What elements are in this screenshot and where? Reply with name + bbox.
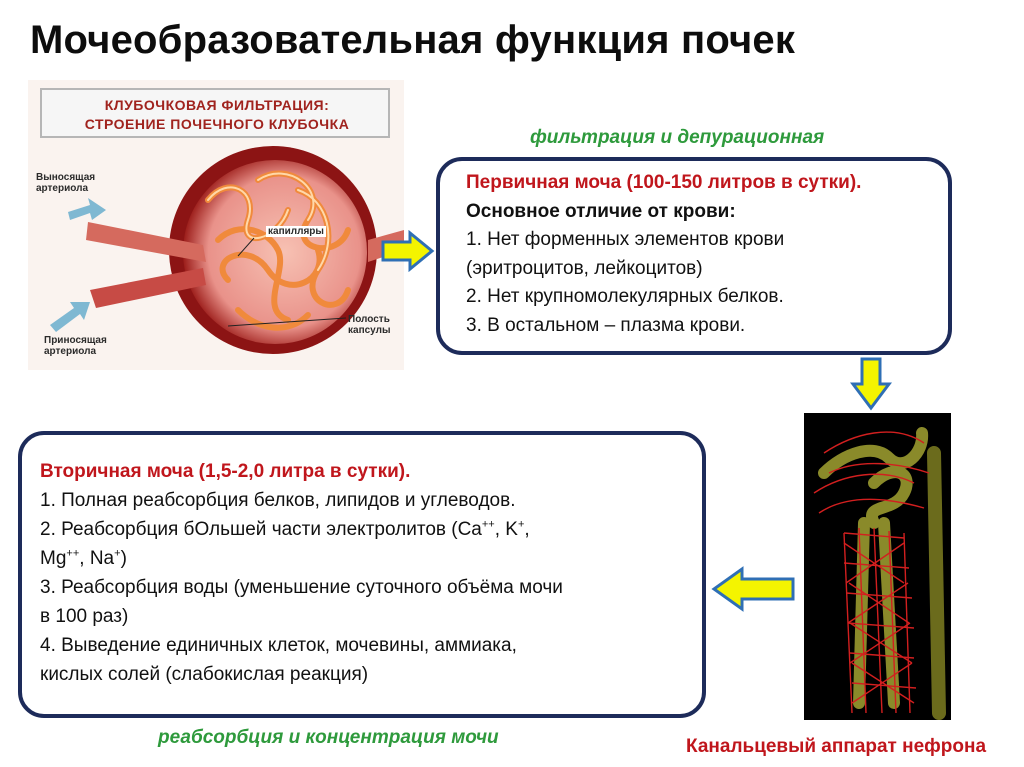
primary-urine-line: 3. В остальном – плазма крови. (466, 314, 746, 336)
secondary-urine-line: в 100 раз) (40, 606, 129, 627)
glomerulus-header-line2: СТРОЕНИЕ ПОЧЕЧНОГО КЛУБОЧКА (84, 116, 350, 132)
primary-urine-line: (эритроцитов, лейкоцитов) (466, 257, 703, 279)
label-cavity-line2: капсулы (348, 325, 391, 336)
label-cavity-line1: Полость (348, 314, 390, 325)
arrow-left-icon (710, 566, 796, 612)
primary-urine-line: 2. Нет крупномолекулярных белков. (466, 286, 784, 307)
nephron-drawing (804, 413, 951, 720)
secondary-urine-line: 3. Реабсорбция воды (уменьшение суточного объёма мочи (40, 577, 563, 598)
primary-urine-heading: Первичная моча (100-150 литров в сутки). (466, 172, 862, 193)
secondary-urine-heading: Вторичная моча (1,5-2,0 литра в сутки). (40, 461, 411, 482)
caption-filtration: фильтрация и депурационная (530, 127, 825, 148)
slide-title: Мочеобразовательная функция почек (30, 18, 796, 62)
glomerulus-illustration (28, 80, 404, 370)
arrow-right-icon (380, 230, 436, 272)
primary-urine-box (436, 157, 952, 355)
label-capillaries: капилляры (268, 226, 324, 237)
caption-reabsorption: реабсорбция и концентрация мочи (158, 727, 499, 748)
label-afferent-line2: артериола (44, 346, 97, 357)
secondary-urine-box (18, 431, 706, 718)
nephron-caption: Канальцевый аппарат нефрона (686, 736, 987, 757)
secondary-urine-line-electrolytes-cont: Mg++, Na+) (40, 547, 127, 569)
secondary-urine-line: 4. Выведение единичных клеток, мочевины, аммиака, (40, 635, 517, 656)
label-efferent-line1: Выносящая (36, 172, 96, 183)
glomerulus-header-line1: КЛУБОЧКОВАЯ ФИЛЬТРАЦИЯ: (104, 97, 330, 113)
secondary-urine-line: 1. Полная реабсорбция белков, липидов и углеводов. (40, 490, 516, 511)
secondary-urine-line: кислых солей (слабокислая реакция) (40, 664, 369, 685)
primary-urine-line: 1. Нет форменных элементов крови (466, 229, 785, 250)
label-efferent-line2: артериола (36, 183, 89, 194)
nephron-tubule-image (804, 413, 951, 720)
arrow-down-icon (850, 356, 892, 412)
primary-urine-subheading: Основное отличие от крови: (466, 200, 736, 222)
label-afferent-line1: Приносящая (44, 335, 107, 346)
secondary-urine-line-electrolytes: 2. Реабсорбция бОльшей части электролитов (Ca++, K+, (40, 518, 530, 540)
